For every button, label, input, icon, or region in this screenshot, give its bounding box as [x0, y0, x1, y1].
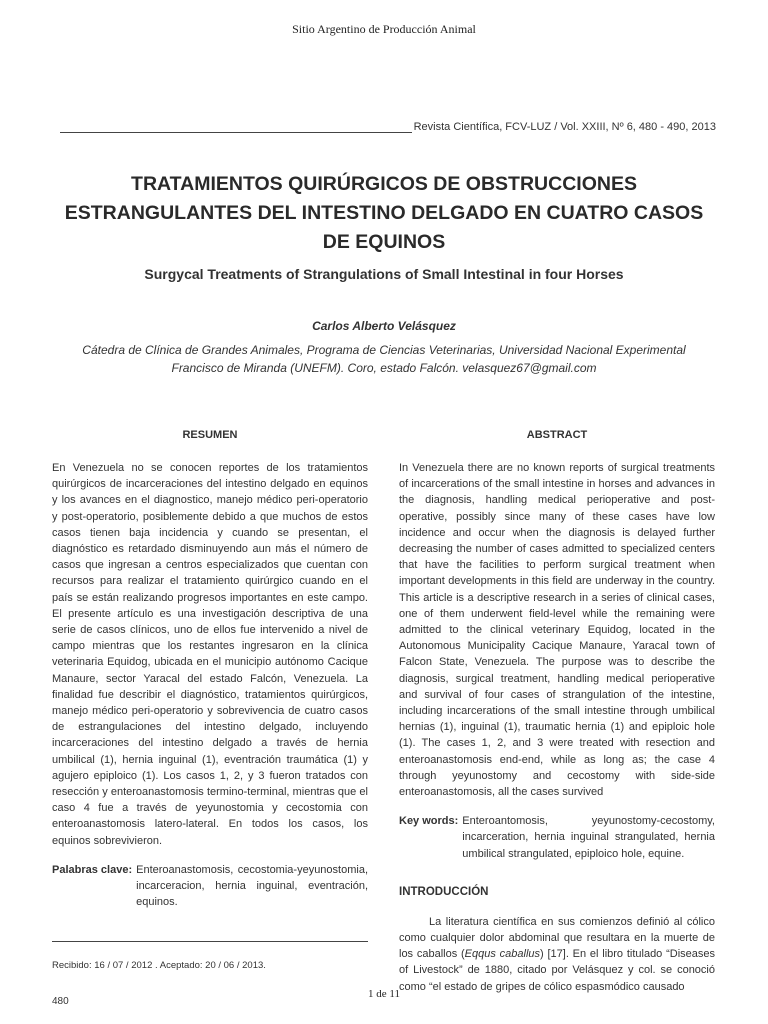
palabras-clave-text: Enteroanastomosis, cecostomia-yeyunostomia, incarceracion, hernia inguinal, eventración, equinos. [136, 863, 368, 909]
intro-species: Eqqus caballus [464, 948, 541, 961]
article-title: TRATAMIENTOS QUIRÚRGICOS DE OBSTRUCCIONES ESTRANGULANTES DEL INTESTINO DELGADO EN CUATRO CASOS DE EQUINOS [64, 173, 704, 253]
palabras-clave-label: Palabras clave: [52, 863, 133, 876]
article-subtitle: Surgycal Treatments of Strangulations of Small Intestinal in four Horses [144, 266, 624, 282]
abstract-heading: ABSTRACT [526, 429, 588, 441]
received-dates: Recibido: 16 / 07 / 2012 . Aceptado: 20 / 06 / 2013. [52, 960, 266, 971]
palabras-clave [52, 862, 368, 911]
key-words-text: Enteroantomosis, yeyunostomy-cecostomy, incarceration, hernia inguinal strangulated, hernia umbilical strangulated, epiploico hole, equine. [462, 815, 715, 860]
key-words-label: Key words: [399, 815, 459, 828]
resumen-section [52, 429, 368, 910]
abstract-text: In Venezuela there are no known reports of surgical treatments of incarcerations of the small intestine in horses and advances in the diagnosis, handling medical perioperative and post-operative, possibly since many of these cases have low incidence and occur when the diagnosis is delayed further decreasing the number of cases admitted to specialized centers that have the facilities to perform surgical treatment when important developments in this field are underway in the country. This article is a descriptive research in a series of clinical cases, one of them underwent field-level while the remaining were admitted to the clinical veterinary Equidog, located in the Autonomous Municipality Cacique Manaure, Yaracal town of Falcon State, Venezuela. The purpose was to describe the diagnosis, surgical treatment, handling medical perioperative and survival of four cases of strangulation of the intestine, including incarcerations of the small intestine through umbilical hernias (1), inguinal (1), traumatic hernia (1) and epiploic hole (1). The cases 1, 2, and 3 were treated with resection and enteroanastomosis end-end, while as long as; the case 4 through yeyunostomy and cecostomy with side-side enteroanastomosis, all the cases survived [399, 462, 715, 799]
abstract-section [399, 429, 715, 995]
page-count: 1 de 11 [368, 988, 400, 1000]
intro-text-before: La literatura científica en sus comienzos definió al cólico como cualquier dolor abdominal que resultara en la muerte de los caballos ( [399, 915, 715, 961]
author-affiliation [60, 341, 708, 377]
footnote-rule [52, 941, 368, 942]
journal-reference: Revista Científica, FCV-LUZ / Vol. XXIII, Nº 6, 480 - 490, 2013 [413, 121, 716, 133]
affiliation-line-1: Cátedra de Clínica de Grandes Animales, Programa de Ciencias Veterinarias, Universidad Nacional Experimental [82, 343, 686, 357]
resumen-heading: RESUMEN [182, 429, 238, 441]
header-rule [60, 123, 412, 133]
introduccion-text [399, 914, 715, 995]
journal-reference-line [60, 121, 716, 133]
resumen-text: En Venezuela no se conocen reportes de los tratamientos quirúrgicos de incarceraciones del intestino delgado en equinos y los avances en el diagnostico, manejo médico peri-operatorio y post-operatorio, posiblemente debido a que muchos de estos casos tienen baja incidencia y cuando se presentan, el diagnóstico es retardado disminuyendo aun más el número de casos que ingresan a centros especializados que cuentan con recursos para realizar el tratamiento quirúrgico cuando en el país se están realizando progresos importantes en este campo. El presente artículo es una investigación descriptiva de una serie de casos clínicos, uno de ellos fue intervenido a nivel de campo mientras que los restantes ingresaron en la clínica veterinaria Equidog, ubicada en el municipio autónomo Cacique Manaure, sector Yaracal del estado Falcón, Venezuela. La finalidad fue describir el diagnóstico, tratamientos quirúrgicos, manejo médico peri-operatorio y sobrevivencia de cuatro casos de estrangulaciones del intestino delgado, incluyendo incarceraciones del intestino delgado a través de hernia umbilical (1), hernia inguinal (1), eventración traumática (1) y agujero epiploico (1). Los casos 1, 2, y 3 fueron tratados con resección y enteroanastomosis termino-terminal, mientras que el caso 4 fue a través de yeyunostomia y cecostomia con enteroanastomosis latero-lateral. En todos los casos, los equinos sobrevivieron. [52, 462, 368, 847]
site-header: Sitio Argentino de Producción Animal [292, 22, 476, 36]
key-words [399, 813, 715, 862]
author-name: Carlos Alberto Velásquez [312, 319, 456, 333]
introduccion-heading: INTRODUCCIÓN [399, 885, 489, 898]
affiliation-line-2: Francisco de Miranda (UNEFM). Coro, estado Falcón. velasquez67@gmail.com [171, 361, 597, 375]
intro-text-after: ) [17]. En el libro titulado “Diseases of Livestock” de 1880, citado por Velásquez y col. se conoció como “el estado de gripes de cólico espasmódico causado [399, 948, 715, 993]
page-number: 480 [52, 996, 69, 1007]
